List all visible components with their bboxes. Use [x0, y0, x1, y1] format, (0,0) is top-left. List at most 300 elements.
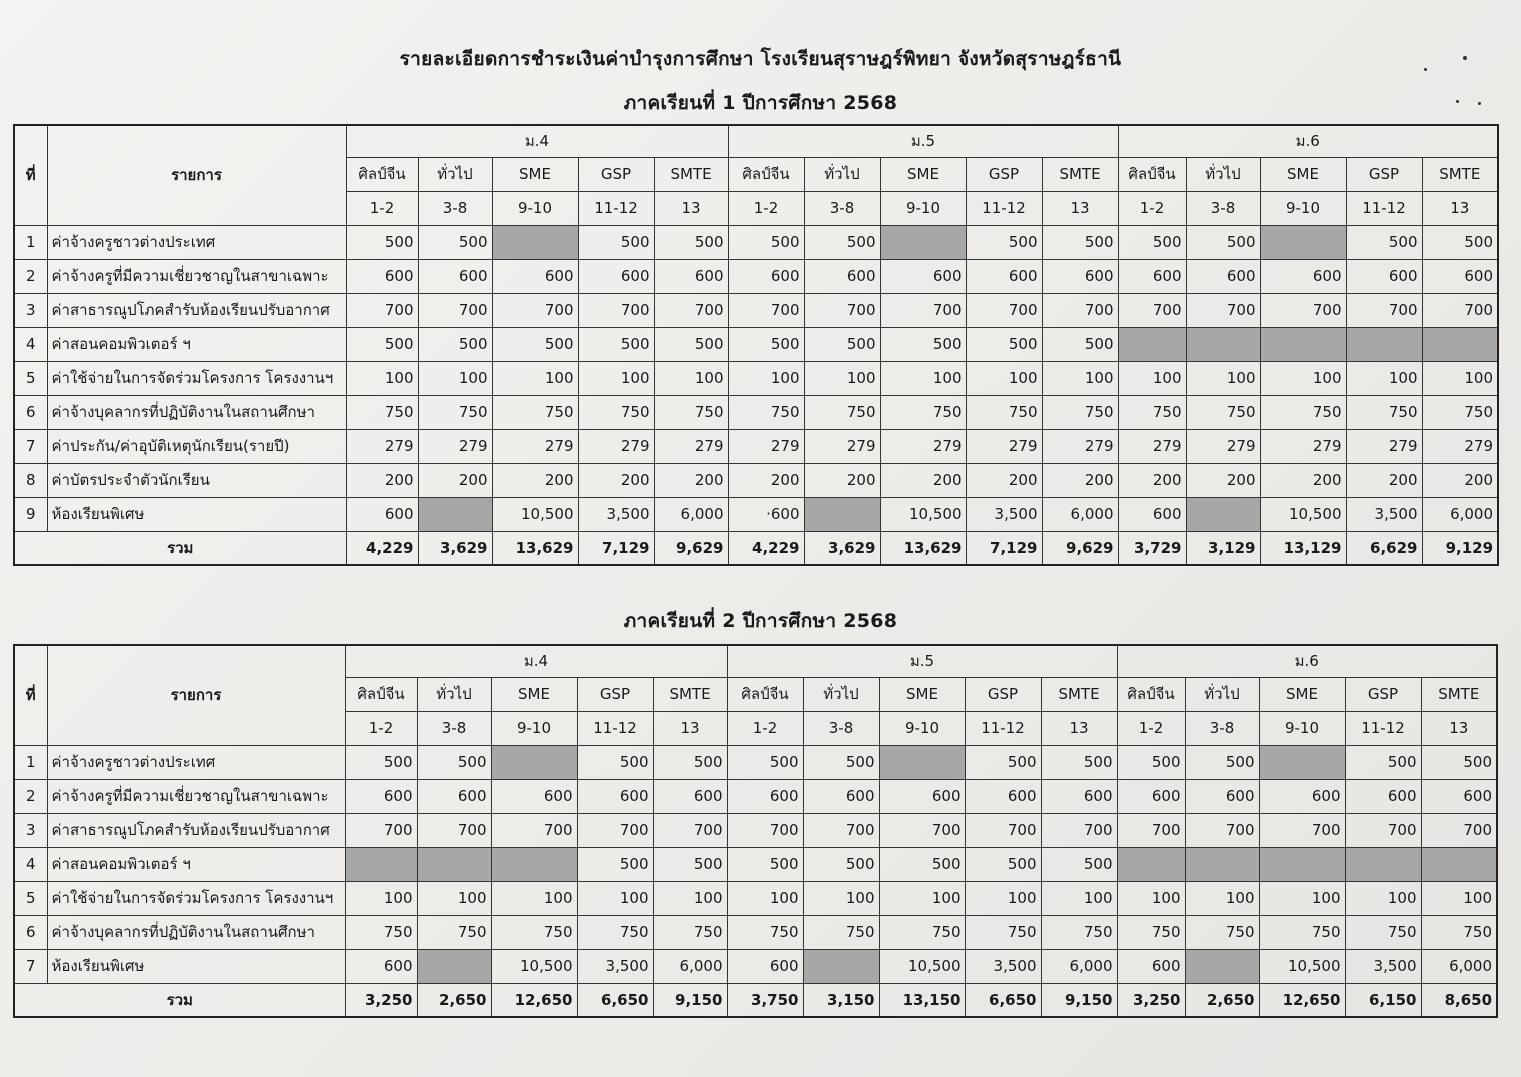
shaded-cell	[1117, 847, 1185, 881]
row-number: 4	[14, 327, 47, 361]
fee-cell: 600	[728, 259, 804, 293]
program-header: SME	[879, 677, 965, 711]
fee-cell: 750	[653, 915, 727, 949]
fee-cell: 600	[578, 259, 654, 293]
fee-cell: 100	[578, 361, 654, 395]
item-label: ค่าสอนคอมพิวเตอร์ ฯ	[47, 327, 346, 361]
fee-cell: 700	[1041, 813, 1117, 847]
fee-cell: 6,000	[1422, 497, 1498, 531]
room-header: 11-12	[965, 711, 1041, 745]
room-header: 11-12	[578, 191, 654, 225]
room-header: 1-2	[728, 191, 804, 225]
fee-cell: 10,500	[879, 949, 965, 983]
fee-cell: 700	[1259, 813, 1345, 847]
fee-cell: 100	[1118, 361, 1186, 395]
fee-cell: 700	[965, 813, 1041, 847]
program-header: GSP	[1346, 157, 1422, 191]
fee-cell: 100	[803, 881, 879, 915]
fee-cell: 500	[965, 847, 1041, 881]
fee-cell: 200	[1346, 463, 1422, 497]
fee-cell: 700	[966, 293, 1042, 327]
fee-cell: 700	[804, 293, 880, 327]
fee-cell: 200	[728, 463, 804, 497]
room-header: 1-2	[1117, 711, 1185, 745]
fee-cell: 600	[727, 779, 803, 813]
total-cell: 7,129	[578, 531, 654, 565]
shaded-cell	[1421, 847, 1497, 881]
fee-cell: 3,500	[1346, 497, 1422, 531]
shaded-cell	[1259, 745, 1345, 779]
fee-cell: 500	[418, 327, 492, 361]
grade-header: ม.4	[345, 645, 727, 677]
fee-cell: 6,000	[1041, 949, 1117, 983]
total-cell: 3,629	[418, 531, 492, 565]
fee-cell: 100	[965, 881, 1041, 915]
fee-cell: 500	[1042, 327, 1118, 361]
item-label: ค่าจ้างครูที่มีความเชี่ยวชาญในสาขาเฉพาะ	[47, 779, 345, 813]
item-header: รายการ	[47, 125, 346, 225]
fee-cell: 600	[1041, 779, 1117, 813]
fee-cell: 600	[966, 259, 1042, 293]
total-cell: 9,629	[654, 531, 728, 565]
table-row	[14, 881, 1497, 915]
fee-cell: 500	[965, 745, 1041, 779]
fee-cell: 200	[1422, 463, 1498, 497]
fee-cell: 500	[728, 327, 804, 361]
total-cell: 3,750	[727, 983, 803, 1017]
item-label: ค่าจ้างบุคลากรที่ปฏิบัติงานในสถานศึกษา	[47, 395, 346, 429]
semester-1-fee-table	[13, 124, 1499, 566]
room-header: 3-8	[1186, 191, 1260, 225]
program-header: GSP	[1345, 677, 1421, 711]
fee-cell: 10,500	[491, 949, 577, 983]
fee-cell: 100	[577, 881, 653, 915]
fee-cell: 500	[880, 327, 966, 361]
program-header: SME	[491, 677, 577, 711]
fee-cell: 100	[1260, 361, 1346, 395]
program-header: ศิลป์จีน	[1117, 677, 1185, 711]
fee-cell: 750	[1117, 915, 1185, 949]
total-cell: 13,150	[879, 983, 965, 1017]
fee-cell: 750	[492, 395, 578, 429]
total-cell: 3,250	[1117, 983, 1185, 1017]
program-header: ศิลป์จีน	[728, 157, 804, 191]
fee-cell: 600	[654, 259, 728, 293]
fee-cell: 10,500	[492, 497, 578, 531]
fee-cell: 100	[492, 361, 578, 395]
room-header: 13	[1041, 711, 1117, 745]
fee-cell: 750	[1260, 395, 1346, 429]
no-header: ที่	[14, 125, 47, 225]
fee-cell: 600	[880, 259, 966, 293]
fee-cell: 500	[727, 847, 803, 881]
program-header: ศิลป์จีน	[727, 677, 803, 711]
fee-cell: 700	[491, 813, 577, 847]
fee-cell: 700	[578, 293, 654, 327]
row-number: 5	[14, 881, 47, 915]
fee-cell: 600	[1118, 259, 1186, 293]
grade-header: ม.4	[346, 125, 728, 157]
fee-cell: 100	[345, 881, 417, 915]
fee-cell: 700	[1345, 813, 1421, 847]
fee-cell: 750	[879, 915, 965, 949]
program-header: SMTE	[1041, 677, 1117, 711]
fee-cell: 600	[577, 779, 653, 813]
grade-header: ม.5	[728, 125, 1118, 157]
shaded-cell	[1186, 497, 1260, 531]
fee-cell: 279	[654, 429, 728, 463]
fee-cell: 200	[346, 463, 418, 497]
shaded-cell	[1260, 327, 1346, 361]
fee-cell: 500	[653, 847, 727, 881]
fee-cell: 750	[1422, 395, 1498, 429]
row-number: 3	[14, 813, 47, 847]
row-number: 8	[14, 463, 47, 497]
total-row	[14, 531, 1498, 565]
fee-cell: 750	[418, 395, 492, 429]
shaded-cell	[491, 745, 577, 779]
fee-cell: 279	[492, 429, 578, 463]
fee-cell: 200	[880, 463, 966, 497]
fee-cell: 600	[345, 949, 417, 983]
program-header: ทั่วไป	[803, 677, 879, 711]
fee-cell: 100	[1421, 881, 1497, 915]
total-cell: 3,150	[803, 983, 879, 1017]
fee-cell: 100	[654, 361, 728, 395]
fee-cell: 700	[654, 293, 728, 327]
fee-cell: 500	[577, 745, 653, 779]
fee-cell: 279	[1042, 429, 1118, 463]
room-header: 9-10	[491, 711, 577, 745]
row-number: 1	[14, 225, 47, 259]
item-label: ค่าจ้างครูที่มีความเชี่ยวชาญในสาขาเฉพาะ	[47, 259, 346, 293]
item-label: ค่าสาธารณูปโภคสำรับห้องเรียนปรับอากาศ	[47, 293, 346, 327]
fee-cell: 500	[1118, 225, 1186, 259]
row-number: 1	[14, 745, 47, 779]
fee-cell: 750	[1346, 395, 1422, 429]
fee-cell: 279	[966, 429, 1042, 463]
shaded-cell	[1345, 847, 1421, 881]
fee-cell: 750	[654, 395, 728, 429]
total-label: รวม	[14, 983, 345, 1017]
row-number: 2	[14, 259, 47, 293]
fee-cell: 6,000	[654, 497, 728, 531]
program-header: SMTE	[1421, 677, 1497, 711]
shaded-cell	[418, 497, 492, 531]
fee-cell: 750	[804, 395, 880, 429]
fee-cell: 600	[1260, 259, 1346, 293]
fee-cell: 700	[728, 293, 804, 327]
fee-cell: 700	[1186, 293, 1260, 327]
fee-cell: 100	[1422, 361, 1498, 395]
fee-cell: 200	[654, 463, 728, 497]
table-row	[14, 813, 1497, 847]
item-label: ค่าประกัน/ค่าอุบัติเหตุนักเรียน(รายปี)	[47, 429, 346, 463]
item-label: ค่าใช้จ่ายในการจัดร่วมโครงการ โครงงานฯ	[47, 881, 345, 915]
fee-cell: 200	[804, 463, 880, 497]
fee-cell: 279	[1346, 429, 1422, 463]
program-header: ศิลป์จีน	[346, 157, 418, 191]
table-row	[14, 463, 1498, 497]
fee-cell: 200	[1118, 463, 1186, 497]
room-header: 13	[1422, 191, 1498, 225]
room-header: 11-12	[577, 711, 653, 745]
fee-cell: 3,500	[577, 949, 653, 983]
shaded-cell	[1118, 327, 1186, 361]
program-header: ทั่วไป	[1186, 157, 1260, 191]
semester-2-fee-table	[13, 644, 1498, 1018]
fee-cell: 279	[578, 429, 654, 463]
room-header: 1-2	[346, 191, 418, 225]
fee-cell: 700	[418, 293, 492, 327]
fee-cell: 6,000	[653, 949, 727, 983]
fee-cell: 700	[1118, 293, 1186, 327]
fee-cell: 700	[653, 813, 727, 847]
table-row	[14, 395, 1498, 429]
fee-cell: 750	[346, 395, 418, 429]
fee-cell: 100	[728, 361, 804, 395]
total-cell: 4,229	[728, 531, 804, 565]
fee-cell: 600	[492, 259, 578, 293]
fee-cell: 600	[346, 259, 418, 293]
fee-cell: 700	[417, 813, 491, 847]
fee-cell: 100	[1346, 361, 1422, 395]
fee-cell: 750	[1259, 915, 1345, 949]
shaded-cell	[1260, 225, 1346, 259]
fee-cell: 500	[1041, 745, 1117, 779]
fee-cell: 500	[879, 847, 965, 881]
fee-cell: 100	[1186, 361, 1260, 395]
total-cell: 6,650	[577, 983, 653, 1017]
fee-cell: 750	[417, 915, 491, 949]
table-row	[14, 745, 1497, 779]
fee-cell: 700	[492, 293, 578, 327]
fee-cell: 100	[804, 361, 880, 395]
fee-cell: 500	[492, 327, 578, 361]
fee-cell: 10,500	[1260, 497, 1346, 531]
fee-cell: 10,500	[880, 497, 966, 531]
program-header: SMTE	[1042, 157, 1118, 191]
no-header: ที่	[14, 645, 47, 745]
total-cell: 12,650	[491, 983, 577, 1017]
fee-cell: 100	[1117, 881, 1185, 915]
fee-cell: 700	[1117, 813, 1185, 847]
semester-2-table-header	[14, 645, 1497, 745]
fee-cell: 100	[1185, 881, 1259, 915]
room-header: 1-2	[345, 711, 417, 745]
shaded-cell	[1185, 847, 1259, 881]
room-header: 9-10	[1260, 191, 1346, 225]
fee-cell: 700	[1421, 813, 1497, 847]
total-cell: 13,129	[1260, 531, 1346, 565]
paper-speck	[1463, 56, 1467, 60]
room-header: 9-10	[879, 711, 965, 745]
row-number: 7	[14, 949, 47, 983]
fee-cell: 500	[1422, 225, 1498, 259]
table-row	[14, 847, 1497, 881]
fee-cell: 100	[727, 881, 803, 915]
paper-speck	[1424, 68, 1427, 71]
shaded-cell	[491, 847, 577, 881]
fee-cell: 600	[491, 779, 577, 813]
fee-cell: 10,500	[1259, 949, 1345, 983]
fee-cell: 700	[1260, 293, 1346, 327]
item-label: ห้องเรียนพิเศษ	[47, 949, 345, 983]
table-row	[14, 225, 1498, 259]
program-header: SME	[492, 157, 578, 191]
total-cell: 3,250	[345, 983, 417, 1017]
fee-cell: ·600	[728, 497, 804, 531]
program-header: ศิลป์จีน	[345, 677, 417, 711]
paper-speck	[1456, 100, 1459, 103]
fee-cell: 100	[1345, 881, 1421, 915]
grade-header: ม.6	[1117, 645, 1497, 677]
program-header: SMTE	[654, 157, 728, 191]
room-header: 9-10	[1259, 711, 1345, 745]
fee-cell: 279	[804, 429, 880, 463]
fee-cell: 750	[965, 915, 1041, 949]
fee-cell: 500	[1185, 745, 1259, 779]
total-cell: 6,629	[1346, 531, 1422, 565]
item-label: ค่าสอนคอมพิวเตอร์ ฯ	[47, 847, 345, 881]
fee-cell: 200	[1260, 463, 1346, 497]
room-header: 11-12	[1346, 191, 1422, 225]
fee-cell: 600	[1185, 779, 1259, 813]
row-number: 2	[14, 779, 47, 813]
fee-cell: 600	[1117, 949, 1185, 983]
table-row	[14, 327, 1498, 361]
program-header: ทั่วไป	[417, 677, 491, 711]
fee-cell: 500	[804, 327, 880, 361]
total-cell: 3,629	[804, 531, 880, 565]
fee-cell: 500	[1346, 225, 1422, 259]
program-header: SME	[1259, 677, 1345, 711]
shaded-cell	[492, 225, 578, 259]
fee-cell: 600	[346, 497, 418, 531]
fee-cell: 200	[1042, 463, 1118, 497]
fee-cell: 279	[418, 429, 492, 463]
program-header: SME	[880, 157, 966, 191]
program-header: ทั่วไป	[1185, 677, 1259, 711]
fee-cell: 600	[804, 259, 880, 293]
fee-cell: 750	[1185, 915, 1259, 949]
fee-cell: 200	[418, 463, 492, 497]
total-cell: 6,650	[965, 983, 1041, 1017]
fee-cell: 600	[1042, 259, 1118, 293]
table-row	[14, 293, 1498, 327]
fee-cell: 200	[1186, 463, 1260, 497]
fee-cell: 700	[345, 813, 417, 847]
fee-cell: 500	[1041, 847, 1117, 881]
table-row	[14, 779, 1497, 813]
fee-cell: 500	[654, 225, 728, 259]
fee-cell: 500	[1186, 225, 1260, 259]
fee-cell: 500	[727, 745, 803, 779]
fee-cell: 600	[1421, 779, 1497, 813]
fee-cell: 750	[577, 915, 653, 949]
fee-cell: 279	[346, 429, 418, 463]
total-cell: 9,150	[1041, 983, 1117, 1017]
fee-cell: 750	[880, 395, 966, 429]
fee-cell: 100	[1041, 881, 1117, 915]
table-row	[14, 915, 1497, 949]
fee-cell: 750	[1345, 915, 1421, 949]
room-header: 11-12	[966, 191, 1042, 225]
fee-cell: 100	[966, 361, 1042, 395]
fee-cell: 500	[1421, 745, 1497, 779]
semester-1-table-body	[14, 225, 1498, 565]
row-number: 7	[14, 429, 47, 463]
grade-header: ม.5	[727, 645, 1117, 677]
fee-cell: 500	[346, 225, 418, 259]
fee-cell: 600	[727, 949, 803, 983]
table-row	[14, 429, 1498, 463]
table-row	[14, 361, 1498, 395]
room-header: 1-2	[1118, 191, 1186, 225]
fee-cell: 750	[1118, 395, 1186, 429]
total-cell: 7,129	[966, 531, 1042, 565]
total-cell: 2,650	[1185, 983, 1259, 1017]
program-header: SME	[1260, 157, 1346, 191]
semester-1-table-header	[14, 125, 1498, 225]
row-number: 4	[14, 847, 47, 881]
document-title: รายละเอียดการชำระเงินค่าบำรุงการศึกษา โรงเรียนสุราษฎร์พิทยา จังหวัดสุราษฎร์ธานี	[399, 48, 1122, 70]
item-header: รายการ	[47, 645, 345, 745]
room-header: 9-10	[880, 191, 966, 225]
total-label: รวม	[14, 531, 346, 565]
fee-cell: 100	[1042, 361, 1118, 395]
room-header: 9-10	[492, 191, 578, 225]
fee-cell: 750	[966, 395, 1042, 429]
total-cell: 13,629	[880, 531, 966, 565]
total-cell: 9,129	[1422, 531, 1498, 565]
item-label: ค่าจ้างบุคลากรที่ปฏิบัติงานในสถานศึกษา	[47, 915, 345, 949]
shaded-cell	[1259, 847, 1345, 881]
fee-cell: 600	[1422, 259, 1498, 293]
room-header: 3-8	[803, 711, 879, 745]
fee-cell: 600	[803, 779, 879, 813]
fee-cell: 700	[727, 813, 803, 847]
fee-cell: 500	[1042, 225, 1118, 259]
semester-1-title: ภาคเรียนที่ 1 ปีการศึกษา 2568	[623, 92, 898, 114]
shaded-cell	[1422, 327, 1498, 361]
fee-cell: 100	[418, 361, 492, 395]
fee-cell: 750	[345, 915, 417, 949]
shaded-cell	[803, 949, 879, 983]
fee-cell: 500	[577, 847, 653, 881]
fee-cell: 279	[1118, 429, 1186, 463]
total-cell: 3,129	[1186, 531, 1260, 565]
total-cell: 12,650	[1259, 983, 1345, 1017]
fee-cell: 3,500	[965, 949, 1041, 983]
fee-cell: 750	[727, 915, 803, 949]
shaded-cell	[417, 847, 491, 881]
program-header: SMTE	[1422, 157, 1498, 191]
fee-cell: 500	[804, 225, 880, 259]
total-cell: 6,150	[1345, 983, 1421, 1017]
item-label: ค่าจ้างครูชาวต่างประเทศ	[47, 745, 345, 779]
table-row	[14, 949, 1497, 983]
shaded-cell	[1186, 327, 1260, 361]
shaded-cell	[1346, 327, 1422, 361]
item-label: ค่าจ้างครูชาวต่างประเทศ	[47, 225, 346, 259]
fee-cell: 750	[803, 915, 879, 949]
fee-cell: 500	[803, 745, 879, 779]
room-header: 3-8	[418, 191, 492, 225]
fee-cell: 3,500	[1345, 949, 1421, 983]
room-header: 13	[654, 191, 728, 225]
fee-cell: 700	[1346, 293, 1422, 327]
